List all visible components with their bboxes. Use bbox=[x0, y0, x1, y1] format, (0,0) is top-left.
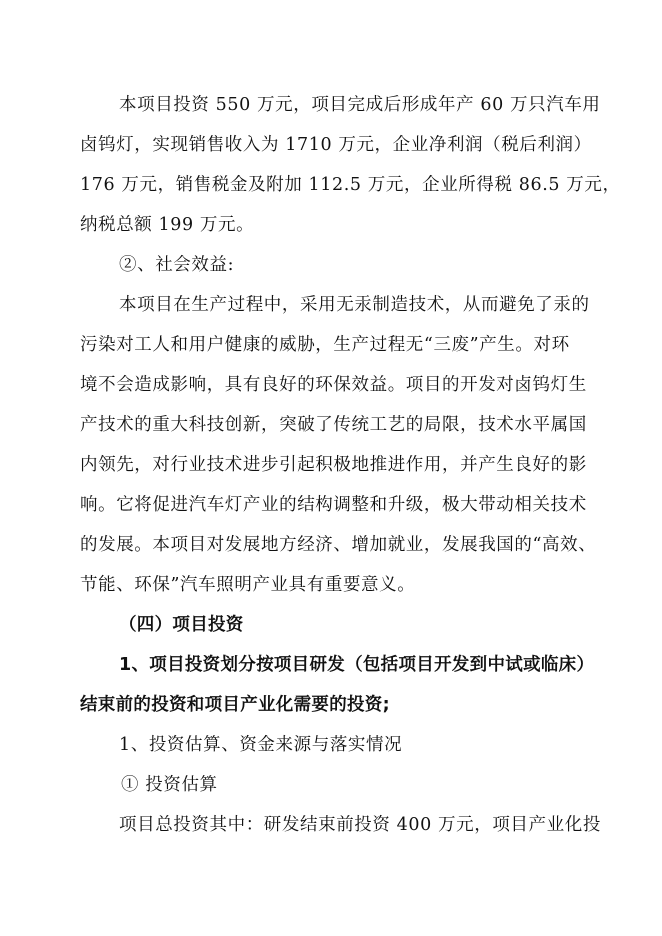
paragraph-social-benefit-line-1: 本项目在生产过程中，采用无汞制造技术，从而避免了汞的 bbox=[119, 295, 590, 315]
paragraph-total-investment-line-1: 项目总投资其中：研发结束前投资 400 万元，项目产业化投 bbox=[119, 815, 601, 835]
paragraph-social-benefit-line-5: 内领先，对行业技术进步引起积极地推进作用，并产生良好的影 bbox=[80, 455, 587, 475]
paragraph-social-benefit-line-2: 污染对工人和用户健康的威胁，生产过程无“三废”产生。对环 bbox=[80, 335, 570, 355]
bold-paragraph-line-2: 结束前的投资和项目产业化需要的投资; bbox=[80, 695, 390, 715]
paragraph-social-benefit-line-6: 响。它将促进汽车灯产业的结构调整和升级，极大带动相关技术 bbox=[80, 495, 587, 515]
paragraph-economic-benefit-line-2: 卤钨灯，实现销售收入为 1710 万元，企业净利润（税后利润） bbox=[80, 135, 592, 155]
paragraph-social-benefit-line-8: 节能、环保”汽车照明产业具有重要意义。 bbox=[80, 575, 416, 595]
bold-paragraph-line-1: 1、项目投资划分按项目研发（包括项目开发到中试或临床） bbox=[119, 655, 595, 675]
paragraph-social-benefit-line-7: 的发展。本项目对发展地方经济、增加就业，发展我国的“高效、 bbox=[80, 535, 597, 555]
paragraph-economic-benefit-line-3: 176 万元，销售税金及附加 112.5 万元，企业所得税 86.5 万元， bbox=[80, 175, 621, 195]
section-heading-project-investment: （四）项目投资 bbox=[119, 615, 244, 635]
paragraph-economic-benefit-line-4: 纳税总额 199 万元。 bbox=[80, 215, 255, 235]
paragraph-economic-benefit-line-1: 本项目投资 550 万元，项目完成后形成年产 60 万只汽车用 bbox=[119, 95, 601, 115]
subheading-investment-estimate: ① 投资估算 bbox=[121, 775, 218, 795]
subheading-investment-estimate-funding: 1、投资估算、资金来源与落实情况 bbox=[119, 735, 403, 755]
paragraph-social-benefit-line-4: 产技术的重大科技创新，突破了传统工艺的局限，技术水平属国 bbox=[80, 415, 587, 435]
section-heading-social-benefit: ②、社会效益: bbox=[119, 255, 235, 275]
paragraph-social-benefit-line-3: 境不会造成影响，具有良好的环保效益。项目的开发对卤钨灯生 bbox=[80, 375, 587, 395]
